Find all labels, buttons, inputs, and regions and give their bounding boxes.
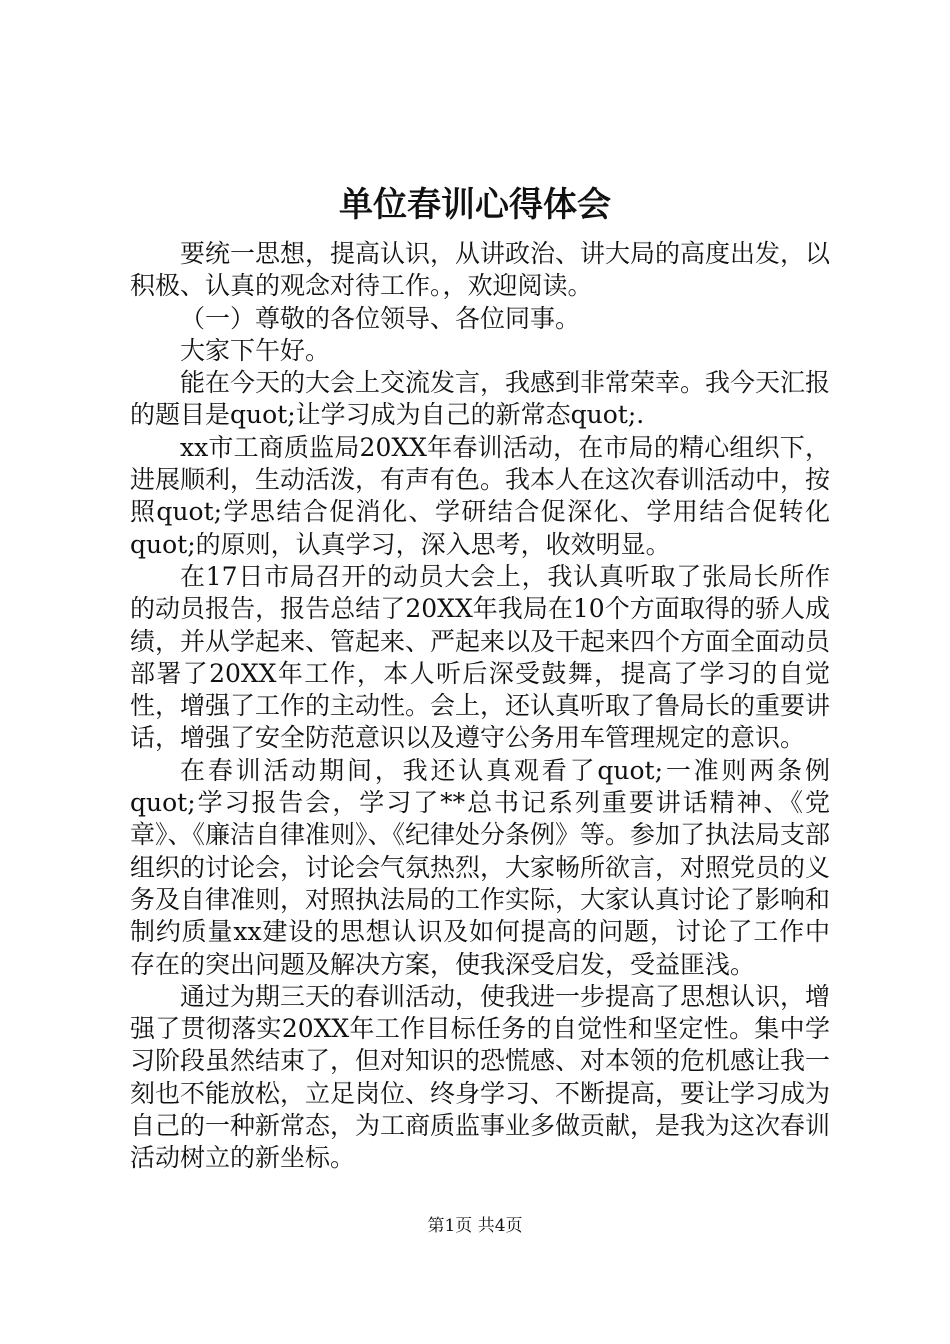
document-body xyxy=(130,238,830,1175)
paragraph-overview: xx市工商质监局20XX年春训活动，在市局的精心组织下，进展顺利，生动活泼，有声有色。我本人在这次春训活动中，按照quot;学思结合促消化、学研结合促深化、学用结合促转化quot;的原则，认真学习，深入思考，收效明显。 xyxy=(130,432,831,559)
paragraph-study-activities: 在春训活动期间，我还认真观看了quot;一准则两条例quot;学习报告会，学习了**总书记系列重要讲话精神、《党章》、《廉洁自律准则》、《纪律处分条例》等。参加了执法局支部组织的讨论会，讨论会气氛热烈，大家畅所欲言，对照党员的义务及自律准则，对照执法局的工作实际，大家认真讨论了影响和制约质量xx建设的思想认识及如何提高的问题，讨论了工作中存在的突出问题及解决方案，使我深受启发，受益匪浅。 xyxy=(130,755,831,979)
paragraph-conclusion: 通过为期三天的春训活动，使我进一步提高了思想认识，增强了贯彻落实20XX年工作目标任务的自觉性和坚定性。集中学习阶段虽然结束了，但对知识的恐慌感、对本领的危机感让我一刻也不能放松，立足岗位、终身学习、不断提高，要让学习成为自己的一种新常态，为工商质监事业多做贡献，是我为这次春训活动树立的新坐标。 xyxy=(130,981,831,1173)
paragraph-mobilization-meeting: 在17日市局召开的动员大会上，我认真听取了张局长所作的动员报告，报告总结了20XX年我局在10个方面取得的骄人成绩，并从学起来、管起来、严起来以及干起来四个方面全面动员部署了20XX年工作，本人听后深受鼓舞，提高了学习的自觉性，增强了工作的主动性。会上，还认真听取了鲁局长的重要讲话，增强了安全防范意识以及遵守公务用车管理规定的意识。 xyxy=(130,561,831,753)
paragraph-intro: 要统一思想，提高认识，从讲政治、讲大局的高度出发，以积极、认真的观念对待工作。，欢迎阅读。 xyxy=(130,239,831,301)
paragraph-salutation: （一）尊敬的各位领导、各位同事。 xyxy=(180,303,581,333)
document-title: 单位春训心得体会 xyxy=(339,185,611,225)
paragraph-greeting: 大家下午好。 xyxy=(180,335,331,365)
page-number-footer: 第1页 共4页 xyxy=(427,1216,523,1236)
paragraph-topic: 能在今天的大会上交流发言，我感到非常荣幸。我今天汇报的题目是quot;让学习成为自己的新常态quot;. xyxy=(130,368,831,430)
